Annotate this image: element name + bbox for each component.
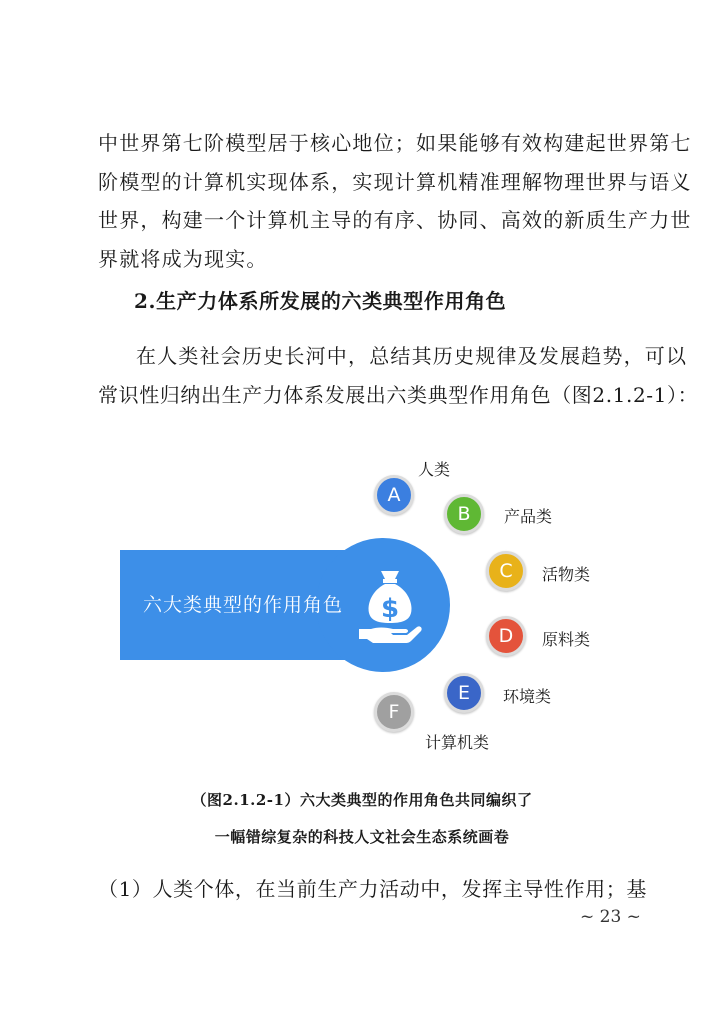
node-letter: C <box>499 560 513 582</box>
node-label-f: 计算机类 <box>425 733 490 752</box>
node-letter: E <box>457 682 470 704</box>
text-line: （1）人类个体，在当前生产力活动中，发挥主导性作用；基 <box>98 877 647 901</box>
text-line: 世界，构建一个计算机主导的有序、协同、高效的新质生产力世 <box>98 208 692 232</box>
center-label: 六大类典型的作用角色 <box>143 594 344 616</box>
paragraph-human <box>98 870 647 909</box>
node-letter: A <box>387 484 401 506</box>
figure-caption-line2: 一幅错综复杂的科技人文社会生态系统画卷 <box>214 828 510 846</box>
paragraph-roles <box>98 337 699 414</box>
text-line: 中世界第七阶模型居于核心地位；如果能够有效构建起世界第七 <box>98 131 692 155</box>
money-bag-hand-icon <box>355 565 425 645</box>
node-e <box>444 673 484 713</box>
node-label-a: 人类 <box>418 460 451 479</box>
node-f <box>374 692 414 732</box>
roles-figure <box>0 440 724 770</box>
node-b <box>444 494 484 534</box>
node-a <box>374 475 414 515</box>
node-label-d: 原料类 <box>542 630 591 649</box>
node-label-c: 活物类 <box>542 565 591 584</box>
node-c <box>486 551 526 591</box>
text-line: 阶模型的计算机实现体系，实现计算机精准理解物理世界与语义 <box>98 169 692 194</box>
node-label-b: 产品类 <box>504 507 553 526</box>
node-d <box>486 616 526 656</box>
node-letter: D <box>498 625 514 647</box>
node-letter: F <box>388 701 400 723</box>
text-line: 界就将成为现实。 <box>98 246 268 271</box>
node-letter: B <box>457 503 471 525</box>
text-line: 在人类社会历史长河中，总结其历史规律及发展趋势，可以 <box>136 344 688 368</box>
text-line: 常识性归纳出生产力体系发展出六类典型作用角色（图2.1.2-1）： <box>98 382 699 407</box>
page-number: ~ 23 ~ <box>580 907 641 927</box>
section-heading: 2.生产力体系所发展的六类典型作用角色 <box>134 289 507 313</box>
figure-caption-line1: （图2.1.2-1）六大类典型的作用角色共同编织了 <box>191 791 533 809</box>
node-label-e: 环境类 <box>503 687 552 706</box>
svg-text:$: $ <box>380 594 400 624</box>
paragraph-intro <box>98 124 692 278</box>
